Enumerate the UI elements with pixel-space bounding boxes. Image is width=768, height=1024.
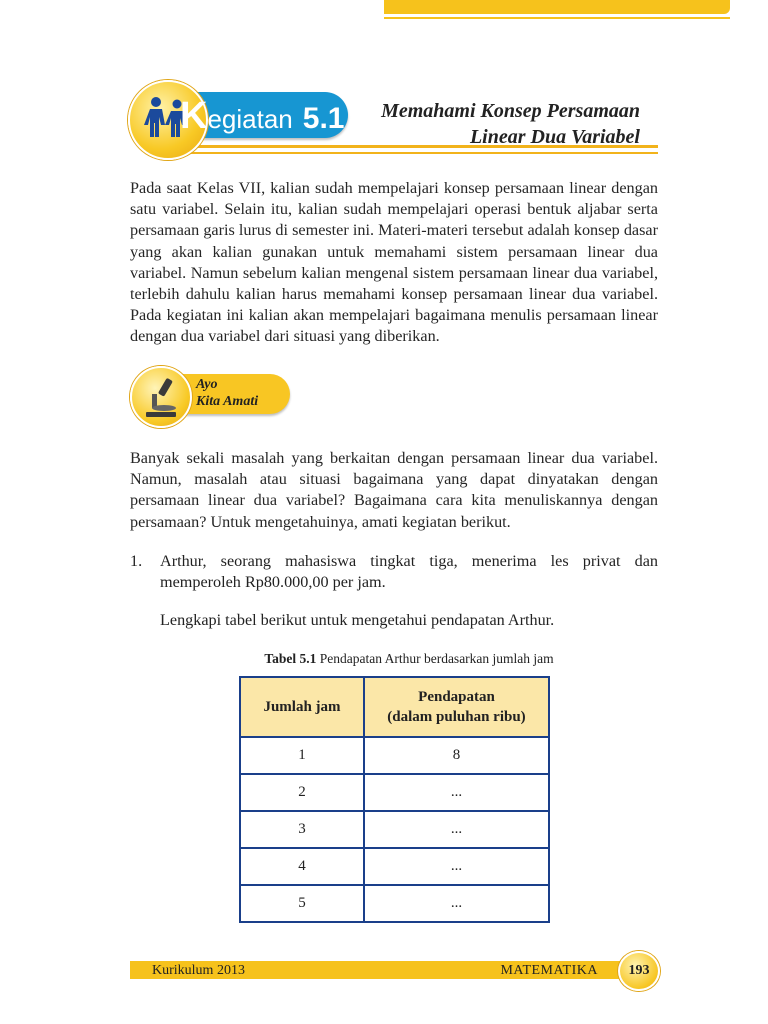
- cell-jam: 1: [240, 737, 364, 774]
- header-pendapatan: [364, 677, 549, 737]
- header-pendapatan-line1: Pendapatan: [418, 689, 495, 705]
- intro-text: Pada saat Kelas VII, kalian sudah mempelajari konsep persamaan linear dengan satu variabel. Selain itu, kalian sudah mempelajari operasi bentuk aljabar serta persamaan garis lurus di semester ini. Materi-materi tersebut adalah konsep dasar yang akan kalian gunakan untuk memahami sistem persamaan linear dua variabel. Namun sebelum kalian mengenal sistem persamaan linear dua variabel, terlebih dahulu kalian harus memahami konsep persamaan linear dua variabel. Pada kegiatan ini kalian akan mempelajari bagaimana menulis persamaan linear dengan dua variabel dari situasi yang diberikan.: [130, 179, 658, 346]
- item-text-block: [160, 551, 658, 593]
- income-table: [239, 676, 550, 923]
- amati-line1: Ayo: [196, 377, 218, 392]
- cell-jam: 2: [240, 774, 364, 811]
- table-caption-label: Tabel 5.1: [264, 651, 317, 666]
- table-row: [240, 848, 549, 885]
- cell-pendapatan: ...: [364, 885, 549, 922]
- question-paragraph: [130, 448, 658, 533]
- activity-title: [381, 98, 640, 150]
- activity-title-line2: Linear Dua Variabel: [469, 126, 640, 148]
- item-text: Arthur, seorang mahasiswa tingkat tiga, menerima les privat dan memperoleh Rp80.000,00 per jam.: [160, 552, 658, 592]
- header-pendapatan-line2: (dalam puluhan ribu): [387, 709, 526, 725]
- kegiatan-label: [180, 96, 344, 136]
- table-row: [240, 774, 549, 811]
- amati-line2: Kita Amati: [196, 394, 259, 409]
- header-jumlah-jam: Jumlah jam: [240, 677, 364, 737]
- amati-label: [196, 376, 258, 410]
- cell-jam: 4: [240, 848, 364, 885]
- top-accent-bar: [384, 0, 730, 14]
- header-rule-bottom: [172, 152, 658, 154]
- footer-curriculum: Kurikulum 2013: [152, 963, 245, 978]
- table-row: [240, 737, 549, 774]
- cell-pendapatan: ...: [364, 848, 549, 885]
- page-number: 193: [618, 951, 660, 991]
- table-row: [240, 811, 549, 848]
- kegiatan-number: 5.1: [302, 102, 345, 135]
- cell-pendapatan: ...: [364, 774, 549, 811]
- amati-emblem: [130, 366, 192, 428]
- microscope-icon: [132, 368, 190, 426]
- table-row: [240, 885, 549, 922]
- table-caption: [160, 650, 658, 668]
- kegiatan-word: egiatan: [207, 104, 293, 134]
- cell-jam: 5: [240, 885, 364, 922]
- cell-pendapatan: ...: [364, 811, 549, 848]
- table-caption-text: Pendapatan Arthur berdasarkan jumlah jam: [316, 651, 554, 666]
- activity-title-line1: Memahami Konsep Persamaan: [381, 100, 640, 122]
- question-text: Banyak sekali masalah yang berkaitan dengan persamaan linear dua variabel. Namun, masalah atau situasi bagaimana yang dapat dinyatakan dengan persamaan linear dua variabel? Bagaimana cara kita menuliskannya dengan persamaan? Untuk mengetahuinya, amati kegiatan berikut.: [130, 449, 658, 531]
- kegiatan-initial: K: [180, 95, 208, 137]
- intro-paragraph: [130, 178, 658, 348]
- item-number: 1.: [130, 552, 143, 570]
- footer-subject: MATEMATIKA: [500, 963, 598, 978]
- cell-pendapatan: 8: [364, 737, 549, 774]
- cell-jam: 3: [240, 811, 364, 848]
- table-header-row: [240, 677, 549, 737]
- top-accent-line: [384, 17, 730, 19]
- instruction-text: Lengkapi tabel berikut untuk mengetahui pendapatan Arthur.: [160, 611, 555, 629]
